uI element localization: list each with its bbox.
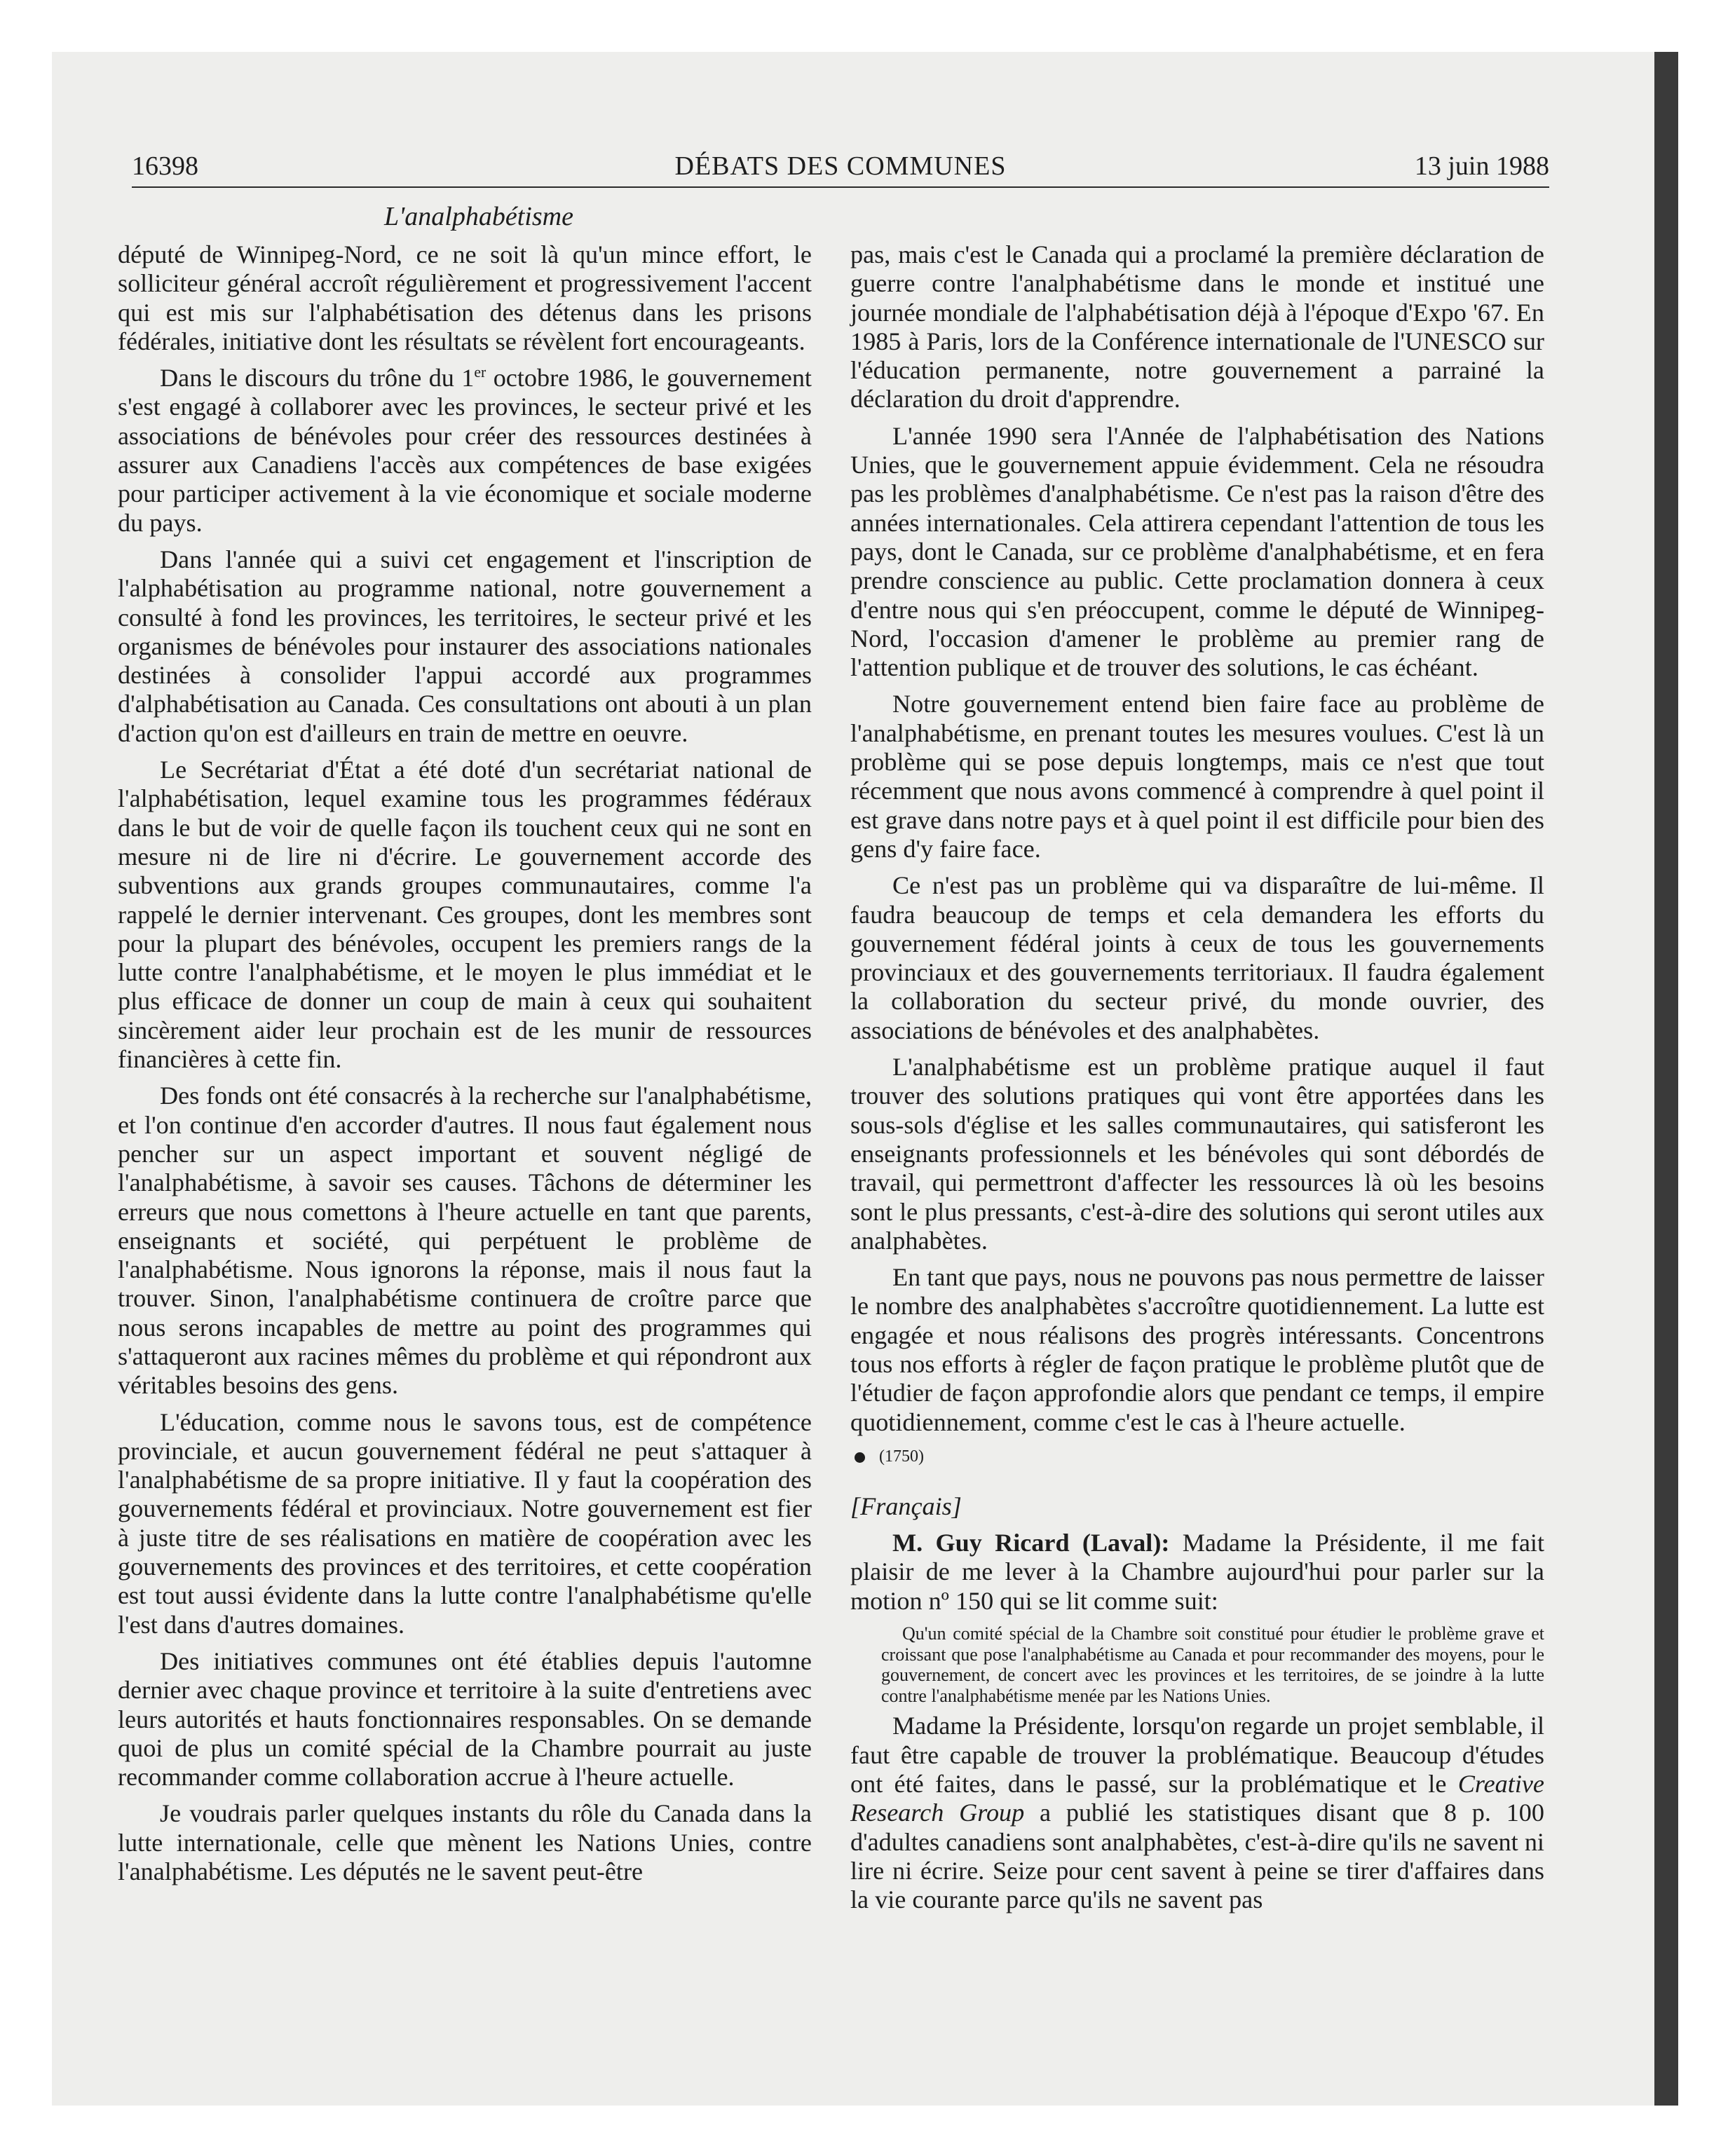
paragraph: L'année 1990 sera l'Année de l'alphabétisation des Nations Unies, que le gouvernement appuie évidemment. Cela ne résoudra pas les problèmes d'analphabétisme. Ce n'est pas la raison d'être des années internationales. Cela attirera cependant l'attention de tous les pays, dont le Canada, sur ce problème d'analphabétisme, et en fera prendre conscience au public. Cette proclamation donnera à ceux d'entre nous qui s'en préoccupent, comme le député de Winnipeg-Nord, l'occasion d'amener le problème au premier rang de l'attention publique et de trouver des solutions, le cas échéant. [850,421,1544,682]
paragraph: En tant que pays, nous ne pouvons pas nous permettre de laisser le nombre des analphabètes s'accroître quotidiennement. La lutte est engagée et nous réalisons des progrès intéressants. Concentrons tous nos efforts à régler de façon pratique le problème plutôt que de l'étudier de façon approfondie alors que pendant ce temps, il empire quotidiennement, comme c'est le cas à l'heure actuelle. [850,1263,1544,1436]
publication-title: DÉBATS DES COMMUNES [674,151,1007,181]
motion-quote: Qu'un comité spécial de la Chambre soit constitué pour étudier le problème grave et croissant que pose l'analphabétisme au Canada et pour recommander des moyens, pour le gouvernement, de concert avec les provinces et les territoires, de se joindre à la lutte contre l'analphabétisme menée par les Nations Unies. [881,1623,1544,1706]
paragraph [850,1712,1544,1914]
page-number: 16398 [132,151,198,181]
text-fragment: Madame la Présidente, lorsqu'on regarde un projet semblable, il faut être capable de trouver la problématique. Beaucoup d'études ont été faites, dans le passé, sur la problématique et le [850,1712,1544,1799]
time-marker-text: (1750) [879,1447,924,1466]
text-fragment: octobre 1986, le gouvernement s'est engagé à collaborer avec les provinces, le secteur privé et les associations de bénévoles pour créer des ressources destinées à assurer aux Canadiens l'accès aux compétences de base exigées pour participer activement à la vie économique et sociale moderne du pays. [118,364,812,537]
page-header [132,146,1549,188]
text-fragment: Dans le discours du trône du 1 [160,364,475,393]
paragraph [118,364,812,538]
text-fragment: a publié les statistiques disant que 8 p. 100 d'adultes canadiens sont analphabètes, c'est-à-dire qu'ils ne savent ni lire ni écrire. Seize pour cent savent à peine se tirer d'affaires dans la vie courante parce qu'ils ne savent pas [850,1799,1544,1914]
paragraph-continuation: pas, mais c'est le Canada qui a proclamé la première déclaration de guerre contre l'analphabétisme dans le monde et institué une journée mondiale de l'alphabétisation déjà à l'époque d'Expo '67. En 1985 à Paris, lors de la Conférence internationale de l'UNESCO sur l'éducation permanente, notre gouvernement a parrainé la déclaration du droit d'apprendre. [850,240,1544,414]
speech-paragraph [850,1529,1544,1616]
left-column [118,240,812,1894]
paragraph-continuation: député de Winnipeg-Nord, ce ne soit là qu'un mince effort, le solliciteur général accroît régulièrement et progressivement l'accent qui est mis sur l'alphabétisation des détenus dans les prisons fédérales, initiative dont les résultats se révèlent fort encourageants. [118,240,812,355]
paragraph: Ce n'est pas un problème qui va disparaître de lui-même. Il faudra beaucoup de temps et cela demandera les efforts du gouvernement fédéral joints à ceux de tous les gouvernements provinciaux et des gouvernements territoriaux. Il faudra également la collaboration du secteur privé, du monde ouvrier, des associations de bénévoles et des analphabètes. [850,871,1544,1044]
sitting-date: 13 juin 1988 [1414,151,1549,181]
ordinal-superscript: er [474,364,487,381]
paragraph: Notre gouvernement entend bien faire face au problème de l'analphabétisme, en prenant toutes les mesures voulues. C'est là un problème qui se pose depuis longtemps, mais ce n'est que tout récemment que nous avons commencé à comprendre à quel point il est grave dans notre pays et à quel point il est difficile pour bien des gens d'y faire face. [850,690,1544,863]
paragraph: L'analphabétisme est un problème pratique auquel il faut trouver des solutions pratiques qui vont être apportées dans les sous-sols d'église et les salles communautaires, qui satisferont les enseignants professionnels et les bénévoles qui sont débordés de travail, qui permettront d'affecter les ressources là où les besoins sont le plus pressants, c'est-à-dire des solutions qui seront utiles aux analphabètes. [850,1053,1544,1255]
bullet-icon [855,1452,865,1463]
language-tag: [Français] [850,1492,962,1520]
subject-heading: L'analphabétisme [384,202,573,231]
time-marker [850,1445,1544,1468]
paragraph: Des initiatives communes ont été établies depuis l'automne dernier avec chaque province et territoire à la suite d'entretiens avec leurs autorités et hauts fonctionnaires responsables. On se demande quoi de plus un comité spécial de la Chambre pourrait au juste recommander comme collaboration accrue à l'heure actuelle. [118,1646,812,1792]
paragraph: Le Secrétariat d'État a été doté d'un secrétariat national de l'alphabétisation, lequel examine tous les programmes fédéraux dans le but de voir de quelle façon ils touchent ceux qui ne sont en mesure ni de lire ni d'écrire. Le gouvernement accorde des subventions aux grands groupes communautaires, comme l'a rappelé le dernier intervenant. Ces groupes, dont les membres sont pour la plupart des bénévoles, occupent les premiers rangs de la lutte contre l'analphabétisme, et le moyen le plus immédiat et le plus efficace de donner un coup de main à ceux qui souhaitent sincèrement aider leur prochain est de les munir de ressources financières à cette fin. [118,756,812,1074]
right-column [850,240,1544,1923]
speaker-name: M. Guy Ricard (Laval): [892,1529,1170,1557]
paragraph: Des fonds ont été consacrés à la recherche sur l'analphabétisme, et l'on continue d'en accorder d'autres. Il nous faut également nous pencher sur un aspect important et souvent négligé de l'analphabétisme, à savoir ses causes. Tâchons de déterminer les erreurs que nous comettons à l'heure actuelle en tant que parents, enseignants et société, qui perpétuent le problème de l'analphabétisme. Nous ignorons la réponse, mais il nous faut la trouver. Sinon, l'analphabétisme continuera de croître parce que nous serons incapables de mettre au point des programmes qui s'attaqueront aux racines mêmes du problème et qui répondront aux véritables besoins des gens. [118,1082,812,1400]
paragraph: Je voudrais parler quelques instants du rôle du Canada dans la lutte internationale, celle que mènent les Nations Unies, contre l'analphabétisme. Les députés ne le savent peut-être [118,1799,812,1886]
paragraph: Dans l'année qui a suivi cet engagement et l'inscription de l'alphabétisation au programme national, notre gouvernement a consulté à fond les provinces, les territoires, le secteur privé et les organismes de bénévoles pour instaurer des associations nationales destinées à consolider l'appui accordé aux programmes d'alphabétisation au Canada. Ces consultations ont abouti à un plan d'action qu'on est d'ailleurs en train de mettre en oeuvre. [118,545,812,747]
organization-name: Creative Research Group [850,1770,1544,1827]
speech-text: Madame la Présidente, il me fait plaisir de me lever à la Chambre aujourd'hui pour parler sur la motion nº 150 qui se lit comme suit: [850,1529,1544,1615]
paragraph: L'éducation, comme nous le savons tous, est de compétence provinciale, et aucun gouvernement fédéral ne peut s'attaquer à l'analphabétisme de sa propre initiative. Il y faut la coopération des gouvernements fédéral et provinciaux. Notre gouvernement est fier à juste titre de ses réalisations en matière de coopération avec les gouvernements des provinces et des territoires, et cette coopération est tout aussi évidente dans la lutte contre l'analphabétisme qu'elle l'est dans d'autres domaines. [118,1407,812,1639]
binding-edge [1654,52,1678,2106]
